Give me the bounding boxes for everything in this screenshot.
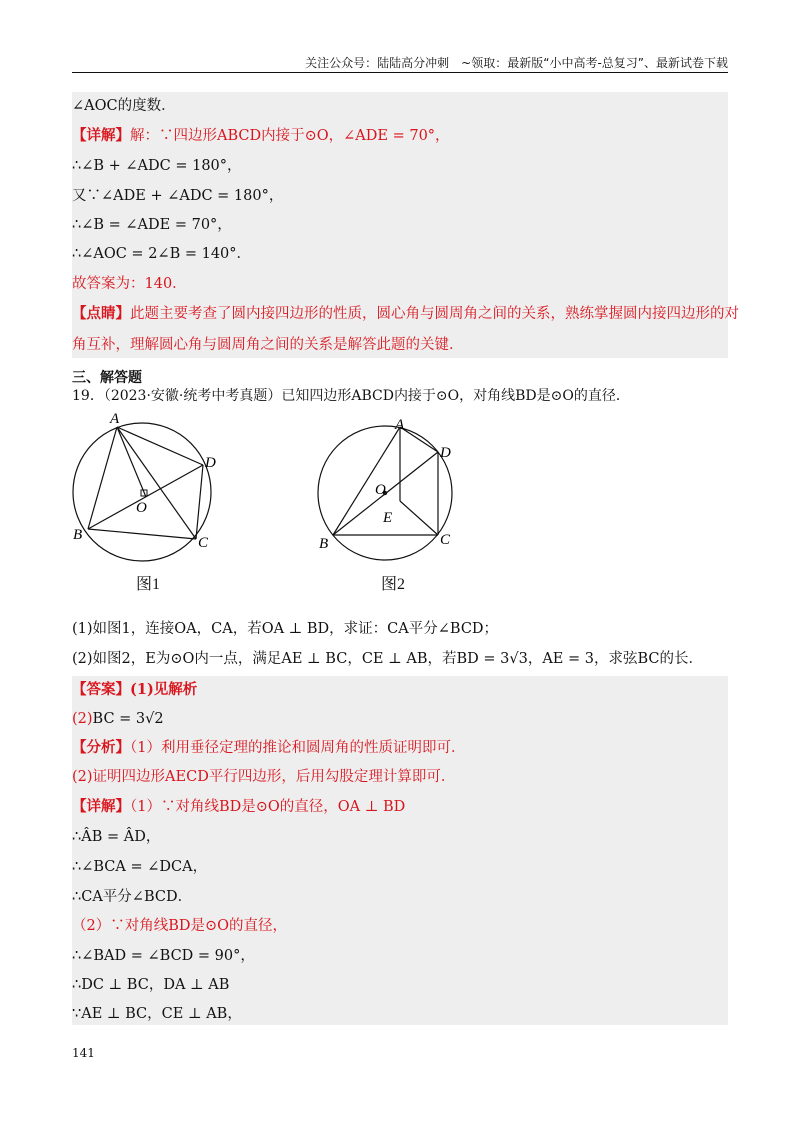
page-number: 141 xyxy=(72,1046,95,1060)
block1-line3: ∴∠B + ∠ADC = 180°， xyxy=(72,158,242,174)
subquestion-1: (1)如图1，连接OA，CA，若OA ⊥ BD，求证：CA平分∠BCD； xyxy=(72,621,499,637)
question-19: 19．（2023·安徽·统考中考真题）已知四边形ABCD内接于⊙O，对角线BD是⊙O的直径． xyxy=(72,388,630,404)
block1-line9: 角互补，理解圆心角与圆周角之间的关系是解答此题的关键． xyxy=(72,337,464,353)
fig1-label-d: D xyxy=(205,455,216,471)
block1-line6: ∴∠AOC = 2∠B = 140°． xyxy=(72,246,252,262)
figure-1 xyxy=(60,410,240,570)
section-heading: 三、解答题 xyxy=(72,370,142,386)
fig2-label-d: D xyxy=(440,445,451,461)
figure-2 xyxy=(305,410,475,570)
analysis-line-2: (2)证明四边形AECD平行四边形，后用勾股定理计算即可． xyxy=(72,769,456,785)
fig1-label-o: O xyxy=(136,500,147,516)
header-rule xyxy=(72,72,728,73)
subquestion-2: (2)如图2，E为⊙O内一点，满足AE ⊥ BC，CE ⊥ AB，若BD = 3√3，AE = 3，求弦BC的长． xyxy=(72,651,703,667)
detail-line-7: ∴DC ⊥ BC，DA ⊥ AB xyxy=(72,977,230,993)
block1-line5: ∴∠B = ∠ADE = 70°， xyxy=(72,217,232,233)
solution-box-2 xyxy=(72,676,728,1025)
detail-line-6: ∴∠BAD = ∠BCD = 90°， xyxy=(72,948,255,964)
block1-line4: 又∵∠ADE + ∠ADC = 180°， xyxy=(72,188,284,204)
detail-line-1: 【详解】（1）∵对角线BD是⊙O的直径，OA ⊥ BD xyxy=(72,798,406,815)
comment-tag: 【点睛】 xyxy=(72,305,130,322)
analysis-tag: 【分析】 xyxy=(72,739,130,756)
answer-part-2: (2)BC = 3√2 xyxy=(72,711,164,727)
detail-line-5: （2）∵对角线BD是⊙O的直径， xyxy=(72,918,288,934)
fig1-label-c: C xyxy=(198,535,209,551)
block1-line8: 【点睛】此题主要考查了圆内接四边形的性质，圆心角与圆周角之间的关系，熟练掌握圆内接四边形的对 xyxy=(72,305,739,322)
page-header: 关注公众号：陆陆高分冲刺 ~领取：最新版“小中高考-总复习”、最新试卷下载 xyxy=(305,56,728,70)
block1-line2: 【详解】解：∵四边形ABCD内接于⊙O，∠ADE = 70°， xyxy=(72,127,450,144)
fig2-label-e: E xyxy=(383,510,393,526)
detail-tag: 【详解】 xyxy=(72,127,130,144)
fig2-label-b: B xyxy=(319,536,329,552)
detail-line-2: ∴ÂB = ÂD， xyxy=(72,829,161,845)
fig1-label-a: A xyxy=(110,411,120,427)
fig2-label-o: O xyxy=(375,482,386,498)
detail-line-3: ∴∠BCA = ∠DCA， xyxy=(72,859,208,875)
figure-1-caption: 图1 xyxy=(136,576,161,593)
fig2-label-c: C xyxy=(440,532,451,548)
detail-line-8: ∵AE ⊥ BC，CE ⊥ AB， xyxy=(72,1006,242,1022)
fig2-label-a: A xyxy=(395,417,405,433)
answer-tag: 【答案】 xyxy=(72,681,130,698)
block1-line1: ∠AOC的度数． xyxy=(72,98,176,114)
figure-2-caption: 图2 xyxy=(381,576,406,593)
answer-line: 【答案】(1)见解析 xyxy=(72,681,198,698)
analysis-line-1: 【分析】（1）利用垂径定理的推论和圆周角的性质证明即可． xyxy=(72,739,466,756)
block1-line7: 故答案为：140． xyxy=(72,276,187,292)
detail-tag-2: 【详解】 xyxy=(72,798,130,815)
fig1-label-b: B xyxy=(73,527,83,543)
detail-line-4: ∴CA平分∠BCD． xyxy=(72,889,193,905)
